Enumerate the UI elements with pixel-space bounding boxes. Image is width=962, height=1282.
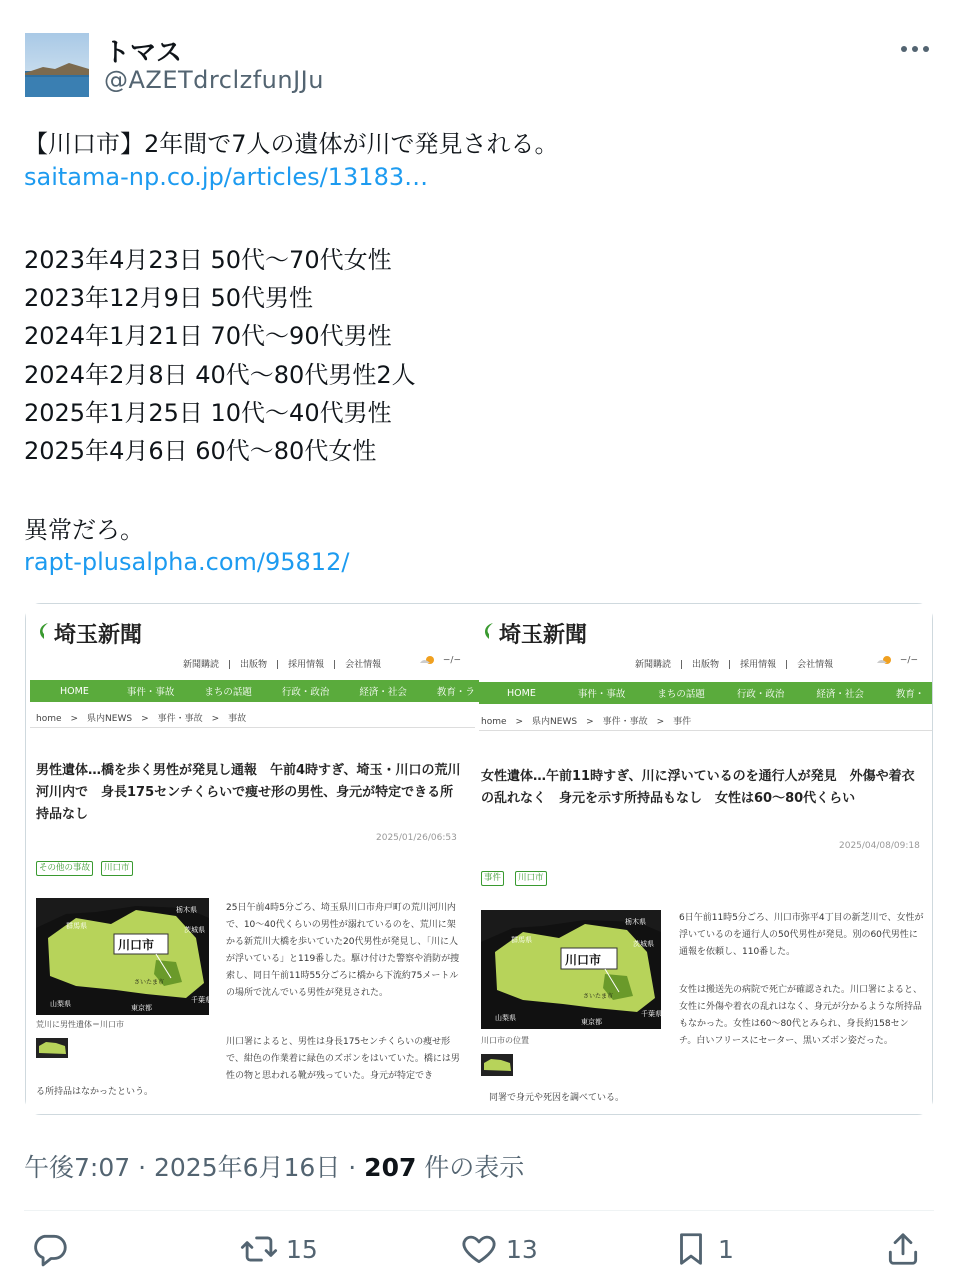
more-options-icon[interactable] [898,36,932,62]
article-paragraph: 川口署によると、男性は身長175センチくらいの痩せ形で、紺色の作業着に緑色のズボンをはいていた。橋には男性の物と思われる靴が残っていた。身元が特定でき [226,1037,460,1081]
newspaper-logo: 埼玉新聞 [54,622,143,648]
nav-item[interactable]: 事件・事故 [577,689,626,700]
bookmark-button[interactable] [672,1228,734,1270]
reply-button[interactable] [32,1228,70,1270]
article-date: 2025/01/26/06:53 [376,833,457,843]
map-region-label: 千葉県 [641,1010,662,1018]
category-tag[interactable]: その他の事故 [36,861,93,876]
breadcrumb[interactable]: home > 県内NEWS > 事件・事故 > 事件 [481,717,692,727]
nav-item[interactable]: HOME [60,685,89,697]
map-city-label: 川口市 [565,953,602,967]
bookmark-count: 1 [718,1234,734,1264]
newspaper-leaf-icon [38,622,50,640]
map-region-label: 東京都 [581,1018,602,1026]
tweet-timestamp[interactable]: 午後7:07 · 2025年6月16日 · [24,1153,365,1182]
map-region-label: 栃木県 [625,918,646,926]
location-map [481,910,661,1029]
breadcrumb-divider [479,730,932,731]
divider [24,1210,934,1211]
map-region-label: 群馬県 [66,922,87,930]
bookmark-icon [672,1230,710,1268]
article-link[interactable]: saitama-np.co.jp/articles/13183… [24,163,429,191]
article-paragraph: 6日午前11時5分ごろ、川口市弥平4丁目の新芝川で、女性が浮いているのを通行人の50代男性が発見。別の60代男性に通報を依頼し、110番した。 [679,913,924,957]
article-headline: 女性遺体…午前11時すぎ、川に浮いているのを通行人が発見 外傷や着衣の乱れなく 身元を示す所持品もなし 女性は60〜80代くらい [481,769,915,806]
map-region-label: 山梨県 [50,1000,71,1008]
map-region-label: 山梨県 [495,1014,516,1022]
tweet-comment: 異常だろ。 [24,516,144,544]
tweet-title: 【川口市】2年間で7人の遺体が川で発見される。 [24,130,559,158]
nav-item[interactable]: 事件・事故 [126,687,175,698]
weather-widget [418,654,461,666]
share-icon [884,1230,922,1268]
nav-item[interactable]: 教育・ラ [436,687,475,698]
nav-item[interactable]: 経済・社会 [816,689,864,700]
like-button[interactable] [460,1228,538,1270]
map-region-label: 栃木県 [176,906,197,914]
nav-item[interactable]: HOME [507,687,536,699]
breadcrumb[interactable]: home > 県内NEWS > 事件・事故 > 事故 [36,714,247,724]
like-count: 13 [506,1234,538,1264]
media-attachment[interactable] [25,603,933,1115]
map-thumbnail[interactable] [36,1038,68,1058]
avatar[interactable] [25,33,89,97]
article-paragraph-end: 同署で身元や死因を調べている。 [489,1093,625,1103]
article-screenshot-2[interactable] [479,604,932,1114]
retweet-icon [240,1230,278,1268]
header-links[interactable]: 新聞購読 | 出版物 | 採用情報 | 会社情報 [183,660,382,670]
article-paragraph: 女性は搬送先の病院で死亡が確認された。川口署によると、女性に外傷や着衣の乱れはなく、身元が分かるような所持品もなかった。女性は60〜80代とみられ、身長約158センチ。白いフリースにセーター、黒いズボン姿だった。 [679,985,923,1046]
event-line: 2023年4月23日 50代〜70代女性 [24,246,392,274]
reply-icon [32,1230,70,1268]
weather-temp: −/− [442,655,461,666]
map-sub-label: さいたま市 [134,979,165,986]
weather-temp: −/− [899,655,918,666]
article-paragraph: 25日午前4時5分ごろ、埼玉県川口市舟戸町の荒川河川内で、10〜40代くらいの男性が溺れているのを、荒川に架かる新荒川大橋を歩いていた20代男性が発見し、「川に人が浮いている」と119番した。駆け付けた警察や消防が捜索し、同日午前11時55分ごろに橋から下流約75メートルの場所で沈んでいる男性が発見された。 [226,903,460,998]
newspaper-leaf-icon [483,622,495,640]
map-thumbnail[interactable] [481,1054,513,1076]
event-line: 2023年12月9日 50代男性 [24,284,314,312]
category-tag[interactable]: 川口市 [101,861,133,876]
category-tag[interactable]: 事件 [481,871,504,886]
event-line: 2024年1月21日 70代〜90代男性 [24,322,392,350]
external-link[interactable]: rapt-plusalpha.com/95812/ [24,548,350,576]
category-tag[interactable]: 川口市 [515,871,547,886]
map-sub-label: さいたま市 [583,993,614,1000]
location-map [36,898,212,1015]
nav-item[interactable]: まちの話題 [657,689,705,700]
newspaper-logo: 埼玉新聞 [499,622,588,648]
event-line: 2025年4月6日 60代〜80代女性 [24,437,377,465]
map-region-label: 群馬県 [511,936,532,944]
article-headline: 男性遺体…橋を歩く男性が発見し通報 午前4時すぎ、埼玉・川口の荒川河川内で 身長175センチくらいで痩せ形の男性、身元が特定できる所持品なし [36,763,461,822]
article-screenshot-1[interactable] [26,604,479,1114]
site-nav [479,682,932,704]
map-region-label: 茨城県 [633,940,654,948]
nav-item[interactable]: 経済・社会 [359,687,407,698]
header-links[interactable]: 新聞購読 | 出版物 | 採用情報 | 会社情報 [635,660,834,670]
view-count: 207 [364,1153,417,1182]
map-caption: 荒川に男性遺体＝川口市 [36,1020,124,1029]
map-region-label: 茨城県 [184,926,205,934]
article-date: 2025/04/08/09:18 [839,841,920,851]
map-region-label: 東京都 [131,1004,152,1012]
nav-item[interactable]: まちの話題 [204,687,252,698]
nav-item[interactable]: 行政・政治 [281,687,330,698]
map-region-label: 千葉県 [191,996,212,1004]
event-line: 2025年1月25日 10代〜40代男性 [24,399,392,427]
weather-widget [875,654,918,666]
heart-icon [460,1230,498,1268]
retweet-count: 15 [286,1234,318,1264]
share-button[interactable] [884,1228,922,1270]
user-handle[interactable]: @AZETdrclzfunJJu [104,66,324,94]
event-line: 2024年2月8日 40代〜80代男性2人 [24,361,416,389]
breadcrumb-divider [30,727,475,728]
article-paragraph-end: る所持品はなかったという。 [36,1087,154,1097]
display-name[interactable]: トマス [104,38,183,68]
site-nav [30,680,479,702]
nav-item[interactable]: 行政・政治 [736,689,785,700]
retweet-button[interactable] [240,1228,318,1270]
tweet-meta [24,1148,524,1184]
map-caption: 川口市の位置 [481,1036,529,1045]
nav-item[interactable]: 教育・ [895,689,925,700]
view-count-label: 件の表示 [416,1153,525,1182]
map-city-label: 川口市 [118,938,155,952]
